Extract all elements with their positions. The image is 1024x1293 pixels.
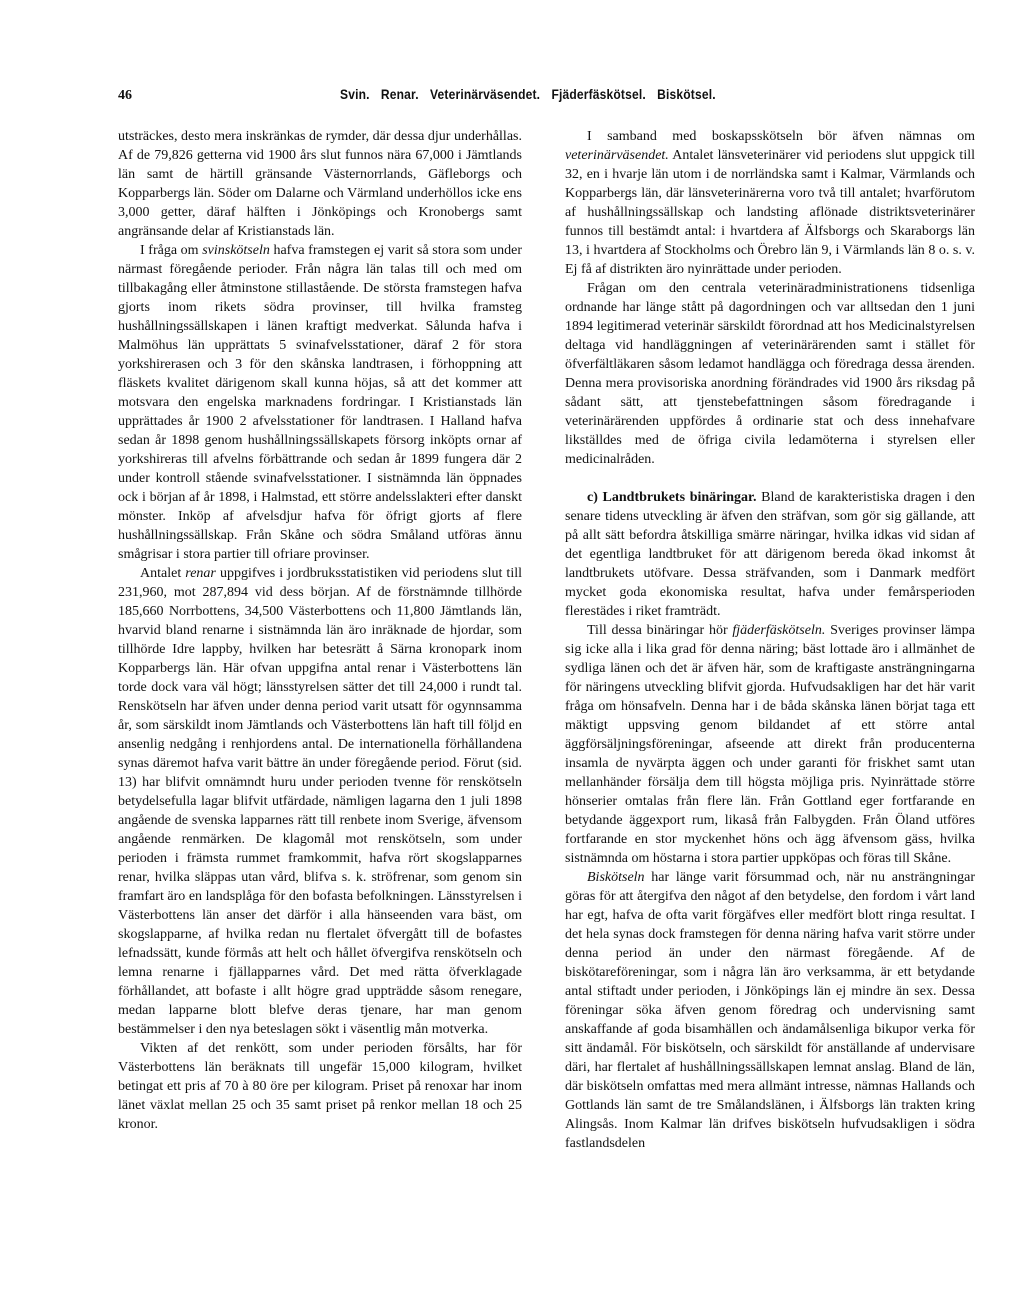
paragraph-text: Till dessa binäringar hör [587,623,733,638]
section-heading: c) Landtbrukets binäringar. [587,490,757,505]
running-head-item: Renar. [380,86,419,102]
running-head-item: Veterinärväsendet. [430,86,541,102]
paragraph-text: uppgifves i jordbruksstatistiken vid periodens slut till 231,960, mot 287,894 vid dess början. Af de förstnämnde tillhörde 185,660 Norrbottens, 34,500 Västerbottens och 11,800 Jämtlands län, hvarvid bland renarne i sistnämnda län äro inräknade de hjordar, som tillhörde Idre lappby, hvilken har betesrätt å Särna kronopark inom Kopparbergs län. Här ofvan uppgifna antal renar i Västerbottens län torde dock vara väl högt; länsstyrelsen sätter det till 24,000 i rundt tal. Renskötseln har äfven under denna period varit utsatt för ogynnsamma år, som särskildt inom Jämtlands och Västerbottens län haft till följd en ansenlig nedgång i renhjordens antal. De internationella förhållandena synas däremot hafva varit bättre än under föregående period. Förut (sid. 13) har blifvit omnämndt huru under perioden tvenne för renskötseln betydelsefulla lagar blifvit utfärdade, nämligen lagarna den 1 juli 1898 angående de svenska lapparnes rätt till renbete inom Sverige, äfvensom angående renmärken. De klagomål mot renskötseln, som under perioden i främsta rummet framkommit, hafva rört skogslapparnes renar, hvilka släppas utan vård, blifva s. k. ströfrenar, som genom sin framfart äro en landsplåga för den bofasta befolkningen. Länsstyrelsen i Västerbottens län anser det därför i alla hänseenden vara bäst, om skogslapparne, af hvilka redan nu flertalet öfvergått till de bofastes lefnadssätt, kunde förmås att helt och hållet öfvergifva renskötseln och lemna renarne i fjällapparnes vård. Det med rätta öfverklagade förhållandet, att bofaste i allt högre grad uppträdde såsom renegare, medan lapparne blott blefve deras tjenare, har man genom bestämmelser i den nya beteslagen sökt i väsentlig mån motverka. [118,566,522,1037]
paragraph-text: Bland de karakteristiska dragen i den senare tidens utveckling är äfven den sträfvan, som gör sig gällande, att på allt sätt befordra åtskilliga smärre näringar, hvilka idkas vid sidan af det egentliga landtbruket för att därigenom bereda ökad inkomst åt landtbrukets utöfvare. Dessa sträfvanden, som i Danmark medfört mycket goda ekonomiska resultat, hafva under femårsperioden flerestädes i riket framträdt. [565,490,976,619]
right-column [565,127,975,1153]
paragraph-fjaderfa [565,621,975,868]
emphasis-term: svinskötseln [202,243,270,258]
running-head [340,86,736,102]
page-number: 46 [118,88,132,103]
section-gap [565,469,975,488]
paragraph-binaringar [565,488,975,621]
paragraph-text: Antalet länsveterinärer vid periodens slut uppgick till 32, en i hvarje län utom i de norrländska samt i Kalmar, Värmlands och Kopparbergs län, där länsveterinärerna voro två till antalet; hvarförutom af hushållningssällskap och landsting aflönade distriktsveterinärer funnos till bestämdt antal: i hvartdera af Älfsborgs och Skaraborgs län 13, i hvartdera af Stockholms och Örebro län 9, i Värmlands län 8 o. s. v. Ej få af distrikten äro nyinrättade under perioden. [565,148,975,277]
paragraph-veterinar [565,127,975,279]
paragraph-text: I samband med boskapsskötseln bör äfven nämnas om [587,129,975,144]
paragraph-text: Sveriges provinser lämpa sig icke alla i lika grad för denna näring; bäst lottade äro i allmänhet de sydliga länen och det är äfven här, som de kraftigaste ansträngningarna för näringens utveckling blifvit gjorda. Hufvudsakligen har det här varit fråga om hönsafveln. Denna har i de båda skånska länen börjat taga ett mäktigt uppsving genom bildandet af ett större antal äggförsäljningsföreningar, afseende att direkt från producenterna insamla de nyvärpta äggen och under garanti för friskhet samt utan mellanhänder försälja dem till högsta möjliga pris. Nyinrättade större hönserier omtalas från flere län. Från Gottland eger fortfarande en betydande äggexport rum, likaså från Falbygden. Från Öland utföres fortfarande en stor myckenhet höns och ägg äfvensom gäss, hvilka sistnämnda om höstarna i stora partier uppköpas och föras till Skåne. [565,623,976,866]
left-column [118,127,522,1134]
paragraph-text: hafva framstegen ej varit så stora som under närmast föregående perioder. Från några län talas till och med om tillbakagång eller åtminstone stillastående. De största framstegen hafva gjorts inom rikets södra provinser, till hvilka framsteg hushållningssällskapen i länen kraftigt medverkat. Sålunda hafva i Malmöhus län upprättats 5 svinafvelsstationer, däraf 2 för stora yorkshirerasen och 3 för den skånska landtrasen, i förhoppning att fläskets kvalitet därigenom skall kunna höjas, så att det kommer att motsvara den engelska marknadens fordringar. I Kristianstads län upprättades år 1900 2 afvelsstationer för landtrasen. I Halland hafva sedan år 1898 genom hushållningssällskapets försorg inköpts ornar af yorkshireras till afvelns förbättrande och sedan år 1899 fungera där 2 under kontroll stående svinafvelsstationer. I sistnämnda län öppnades ock i början af år 1898, i Halmstad, ett större andelsslakteri efter danskt mönster. Inköp af afvelsdjur hafva för öfrigt gjorts af flere hushållningssällskap. Från Skåne och södra Småland utföras ännu smågrisar i stora partier till ofriare provinser. [118,243,522,562]
paragraph-text: I fråga om [140,243,203,258]
paragraph-renar [118,564,522,1039]
running-head-item: Fjäderfäskötsel. [551,86,646,102]
paragraph-text: har länge varit försummad och, när nu ansträngningar göras för att återgifva den något af den betydelse, den fordom i vårt land har egt, hafva de ofta varit förgäfves eller medfört blott ringa resultat. I det hela synas dock framstegen för denna näring hafva varit större under denna period än under den närmast föregående. Af de biskötareföreningar, som i några län äro verksamma, är ett betydande antal stiftadt under perioden, i Jönköpings län ej mindre än sex. Dessa föreningar söka äfven genom föredrag och undervisning samt anskaffande af goda bisamhällen och ändamålsenliga bikupor verka för sitt ändamål. För biskötseln, och särskildt för anställande af undervisare däri, har flertalet af hushållningssällskapen lemnat anslag. Bland de län, där biskötseln omfattas med mera allmänt intresse, nämnas Hallands och Gottlands län samt de tre Smålandslänen, i Älfsborgs län trakten kring Alingsås. Inom Kalmar län drifves biskötseln hufvudsakligen i södra fastlandsdelen [565,870,975,1151]
emphasis-term: fjäderfäskötseln. [732,623,826,638]
running-head-item: Svin. [340,86,370,102]
paragraph-veterinaradministration: Frågan om den centrala veterinäradministrationens tidsenliga ordnande har länge stått på dagordningen och var alltsedan den 1 juni 1894 legitimerad veterinär särskildt förordnad att hos Medicinalstyrelsen deltaga vid handläggningen af veterinärärenden samt i stället för öfverfältläkaren såsom ledamot handlägga och föredraga dessa ärenden. Denna mera provisoriska anordning förändrades vid 1900 års riksdag på sådant sätt, att tjenstebefattningen såsom föredragande i veterinärärenden uppfördes å ordinarie stat och dess innehafvare likställdes med de öfriga civila ledamöterna i styrelsen eller medicinalråden. [565,281,975,467]
emphasis-term: veterinärväsendet. [565,148,669,163]
paragraph-text: Antalet [140,566,186,581]
paragraph-getter: utsträckes, desto mera inskränkas de rymder, där dessa djur underhållas. Af de 79,826 getterna vid 1900 års slut funnos nära 67,000 i Jämtlands län samt de härtill gränsande Västernorrlands, Gäfleborgs och Kopparbergs län. Söder om Dalarne och Värmland underhöllos icke ens 3,000 getter, däraf hälften i Jönköpings och Kronobergs samt angränsande delar af Kristianstads län. [118,129,522,239]
running-head-item: Biskötsel. [657,86,716,102]
paragraph-renkott: Vikten af det renkött, som under perioden försålts, har för Västerbottens län beräknats till ungefär 15,000 kilogram, hvilket betingat ett pris af 70 à 80 öre per kilogram. Priset på renoxar har inom länet växlat mellan 25 och 35 samt priset på renkor mellan 18 och 25 kronor. [118,1041,522,1132]
paragraph-biskotsel [565,868,975,1153]
emphasis-term: Biskötseln [587,870,645,885]
paragraph-svinskotsel [118,241,522,564]
emphasis-term: renar [185,566,216,581]
